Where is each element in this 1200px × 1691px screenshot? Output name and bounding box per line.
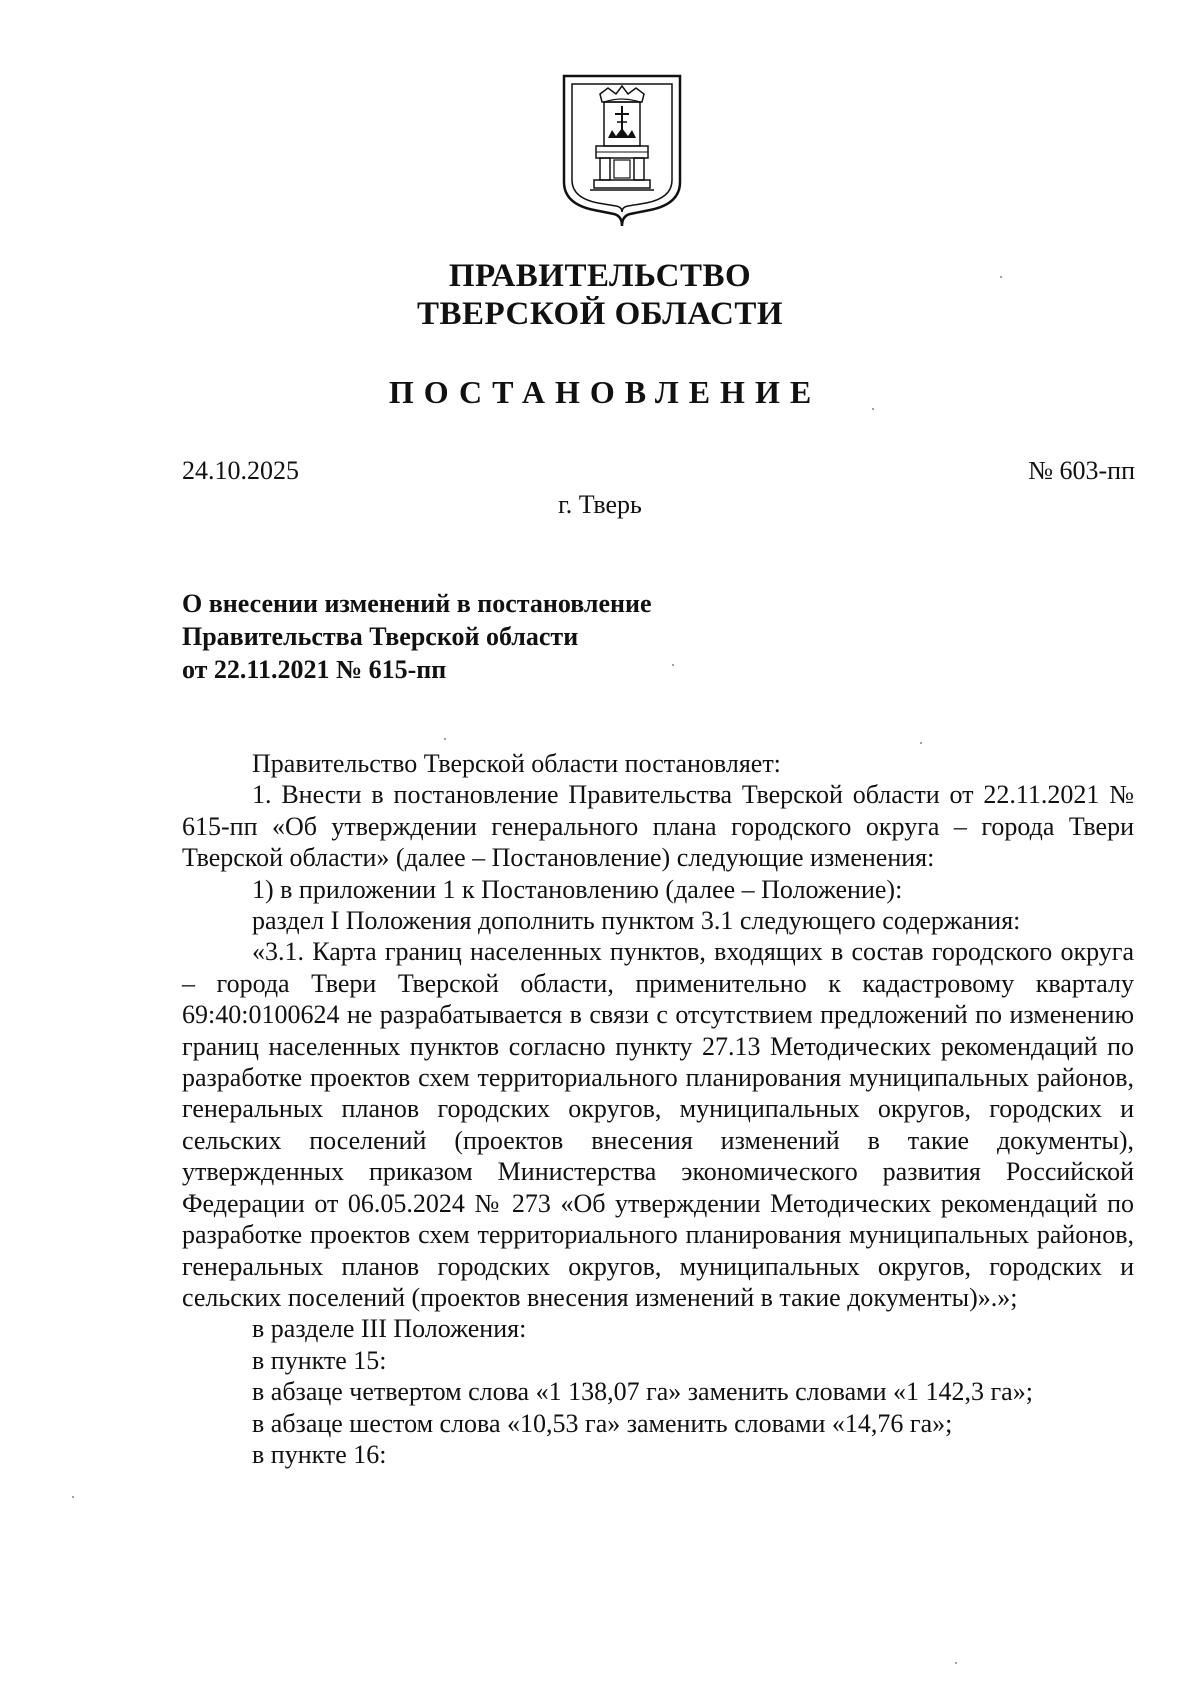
body-paragraph: 1) в приложении 1 к Постановлению (далее – Положение): (252, 874, 903, 904)
scan-speck (955, 1662, 957, 1664)
scan-speck (1000, 276, 1002, 278)
scan-speck (72, 1496, 74, 1498)
document-date: 24.10.2025 (182, 456, 299, 485)
scan-speck (444, 738, 446, 740)
body-paragraph: в пункте 16: (252, 1439, 387, 1469)
document-body (182, 748, 1134, 1470)
body-paragraph: в абзаце шестом слова «10,53 га» заменить словами «14,76 га»; (252, 1408, 953, 1438)
body-paragraph: «3.1. Карта границ населенных пунктов, входящих в состав городского округа – города Твери Тверской области, применительно к кадастровому кварталу 69:40:0100624 не разрабатывается в связи с отсутствием предложений по изменению границ населенных пунктов согласно пункту 27.13 Методических рекомендаций по разработке проектов схем территориального планирования муниципальных районов, генеральных планов городских округов, муниципальных округов, городских и сельских поселений (проектов внесения изменений в такие документы), утвержденных приказом Министерства экономического развития Российской Федерации от 06.05.2024 № 273 «Об утверждении Методических рекомендаций по разработке проектов схем территориального планирования муниципальных районов, генеральных планов городских округов, муниципальных округов, городских и сельских поселений (проектов внесения изменений в такие документы)».»; (182, 937, 1134, 1312)
body-paragraph: в разделе III Положения: (252, 1314, 527, 1344)
scan-speck (872, 408, 874, 410)
government-title-line2: ТВЕРСКОЙ ОБЛАСТИ (416, 296, 784, 332)
subject-line1: О внесении изменений в постановление (182, 589, 652, 618)
body-paragraph: Правительство Тверской области постановляет: (252, 749, 781, 778)
body-paragraph: раздел I Положения дополнить пунктом 3.1 следующего содержания: (252, 906, 1021, 936)
government-title-line1: ПРАВИТЕЛЬСТВО (448, 258, 752, 294)
document-number: № 603-пп (1028, 456, 1135, 485)
body-paragraph: в пункте 15: (252, 1345, 387, 1375)
document-city: г. Тверь (558, 490, 642, 519)
subject-line3: от 22.11.2021 № 615-пп (182, 655, 447, 684)
scan-speck (920, 742, 922, 744)
body-paragraph: в абзаце четвертом слова «1 138,07 га» заменить словами «1 142,3 га»; (252, 1377, 1033, 1407)
document-type-title: ПОСТАНОВЛЕНИЕ (388, 374, 822, 410)
document-subject (182, 587, 652, 686)
scan-speck (672, 664, 674, 666)
body-paragraph: 1. Внести в постановление Правительства Тверской области от 22.11.2021 № 615-пп «Об утверждении генерального плана городского округа – города Твери Тверской области» (далее – Постановление) следующие изменения: (182, 780, 1134, 873)
coat-of-arms-emblem (560, 72, 684, 228)
subject-line2: Правительства Тверской области (182, 622, 579, 651)
